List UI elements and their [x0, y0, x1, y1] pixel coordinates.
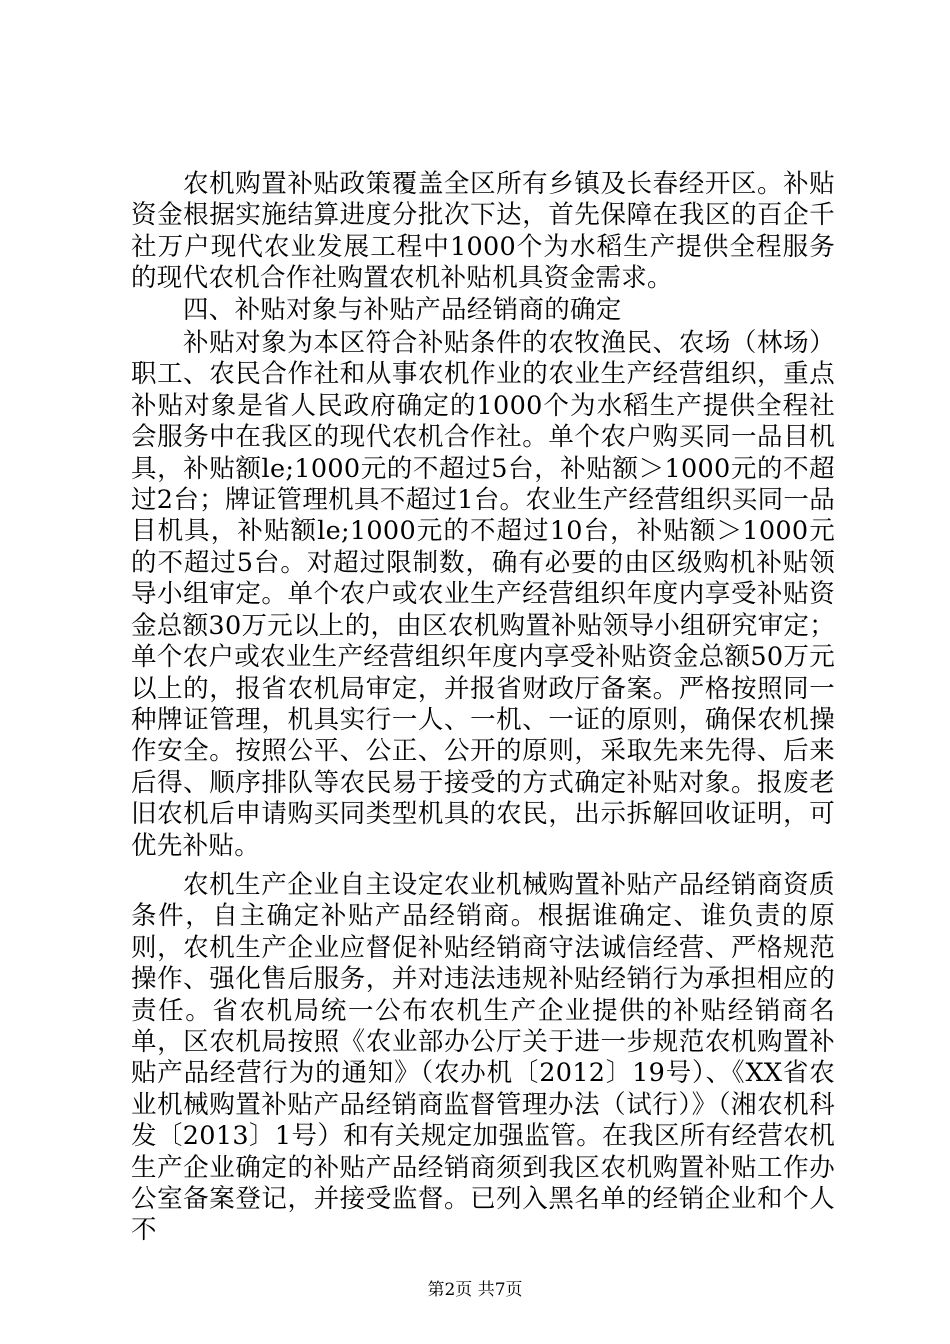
section-heading-subsidy-targets: 四、补贴对象与补贴产品经销商的确定: [183, 294, 622, 325]
page-number-footer: 第2页 共7页: [427, 1280, 523, 1300]
document-body: [131, 169, 835, 1247]
paragraph-subsidy-coverage: 农机购置补贴政策覆盖全区所有乡镇及长春经开区。补贴资金根据实施结算进度分批次下达，首先保障在我区的百企千社万户现代农业发展工程中1000个为水稻生产提供全程服务的现代农机合作社购置农机补贴机具资金需求。: [131, 169, 835, 294]
paragraph-dealer-qualification: 农机生产企业自主设定农业机械购置补贴产品经销商资质条件，自主确定补贴产品经销商。根据谁确定、谁负责的原则，农机生产企业应督促补贴经销商守法诚信经营、严格规范操作、强化售后服务，并对违法违规补贴经销行为承担相应的责任。省农机局统一公布农机生产企业提供的补贴经销商名单，区农机局按照《农业部办公厅关于进一步规范农机购置补贴产品经营行为的通知》（农办机〔2012〕19号）、《XX省农业机械购置补贴产品经销商监督管理办法（试行）》（湘农机科发〔2013〕1号）和有关规定加强监管。在我区所有经营农机生产企业确定的补贴产品经销商须到我区农机购置补贴工作办公室备案登记，并接受监督。已列入黑名单的经销企业和个人不: [131, 869, 835, 1246]
paragraph-subsidy-targets: 补贴对象为本区符合补贴条件的农牧渔民、农场（林场）职工、农民合作社和从事农机作业的农业生产经营组织，重点补贴对象是省人民政府确定的1000个为水稻生产提供全程社会服务中在我区的现代农机合作社。单个农户购买同一品目机具，补贴额le;1000元的不超过5台，补贴额＞1000元的不超过2台；牌证管理机具不超过1台。农业生产经营组织买同一品目机具，补贴额le;1000元的不超过10台，补贴额＞1000元的不超过5台。对超过限制数，确有必要的由区级购机补贴领导小组审定。单个农户或农业生产经营组织年度内享受补贴资金总额30万元以上的，由区农机购置补贴领导小组研究审定；单个农户或农业生产经营组织年度内享受补贴资金总额50万元以上的，报省农机局审定，并报省财政厅备案。严格按照同一种牌证管理，机具实行一人、一机、一证的原则，确保农机操作安全。按照公平、公正、公开的原则，采取先来先得、后来后得、顺序排队等农民易于接受的方式确定补贴对象。报废老旧农机后申请购买同类型机具的农民，出示拆解回收证明，可优先补贴。: [131, 328, 835, 861]
